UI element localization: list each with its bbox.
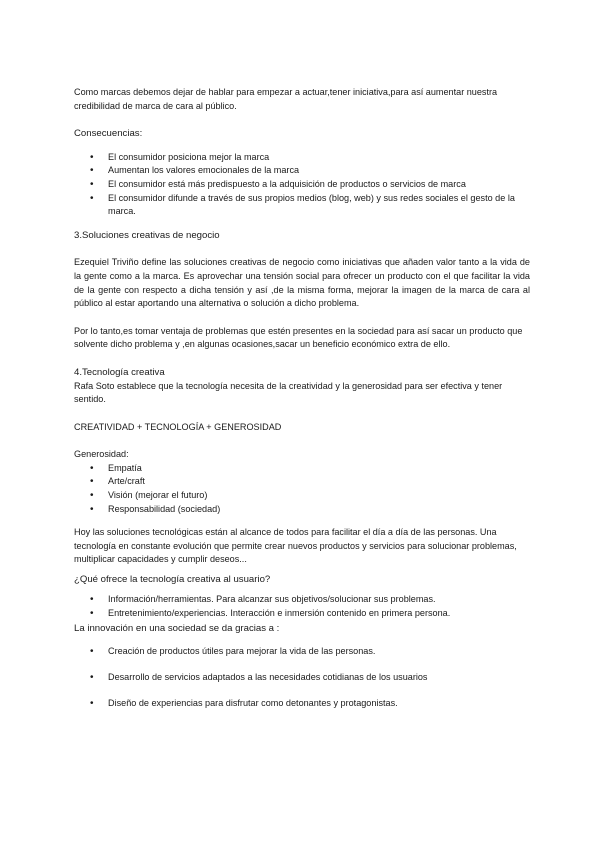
- section3-heading: 3.Soluciones creativas de negocio: [74, 229, 220, 241]
- innovacion-heading: La innovación en una sociedad se da gracias a :: [74, 622, 280, 634]
- list-item: • Visión (mejorar el futuro): [74, 489, 530, 503]
- ofrece-question: ¿Qué ofrece la tecnología creativa al usuario?: [74, 574, 271, 586]
- list-item: • Entretenimiento/experiencias. Interacción e inmersión contenido en primera persona.: [74, 607, 530, 621]
- generosidad-heading: Generosidad:: [74, 449, 129, 460]
- intro-paragraph: Como marcas debemos dejar de hablar para empezar a actuar,tener iniciativa,para así aumentar nuestra credibilidad de marca de cara al público.: [74, 87, 498, 111]
- list-item: • Creación de productos útiles para mejorar la vida de las personas.: [74, 645, 530, 659]
- list-item: • Diseño de experiencias para disfrutar como detonantes y protagonistas.: [74, 697, 530, 711]
- innovacion-list: [74, 645, 530, 710]
- list-item: • Arte/craft: [74, 475, 530, 489]
- list-item: • Empatía: [74, 462, 530, 476]
- list-item: • Responsabilidad (sociedad): [74, 503, 530, 517]
- list-item: • El consumidor está más predispuesto a la adquisición de productos o servicios de marca: [74, 178, 530, 192]
- section3-paragraph-2: Por lo tanto,es tomar ventaja de problemas que estén presentes en la sociedad para así sacar un producto que solvente dicho problema y ,en algunas ocasiones,sacar un beneficio económico extra de ello.: [74, 325, 523, 350]
- ofrece-list: [74, 593, 530, 621]
- consecuencias-list: [74, 151, 530, 219]
- list-item: • Aumentan los valores emocionales de la marca: [74, 164, 530, 178]
- generosidad-list: [74, 462, 530, 516]
- consecuencias-heading: Consecuencias:: [74, 128, 143, 140]
- list-item: • El consumidor difunde a través de sus propios medios (blog, web) y sus redes sociales el gesto de la marca.: [74, 192, 530, 219]
- section4-paragraph: Rafa Soto establece que la tecnología necesita de la creatividad y la generosidad para ser efectiva y tener sentido.: [74, 380, 503, 405]
- section4-heading: 4.Tecnología creativa: [74, 366, 165, 378]
- section3-paragraph: Ezequiel Triviño define las soluciones creativas de negocio como iniciativas que añaden valor tanto a la vida de la gente como a la marca. Es aprovechar una tensión social para ofrecer un producto con el que facilitar la vida de la gente con respecto a dicha tensión y así ,de la misma forma, mejorar la imagen de la marca de cara al público al estar aportando una alternativa o solución a dicho problema.: [74, 257, 530, 309]
- list-item: • El consumidor posiciona mejor la marca: [74, 151, 530, 165]
- formula-text: CREATIVIDAD + TECNOLOGÍA + GENEROSIDAD: [74, 421, 282, 432]
- section4-paragraph-2: Hoy las soluciones tecnológicas están al alcance de todos para facilitar el día a día de las personas. Una tecnología en constante evolución que permite crear nuevos productos y servicios para solucionar problemas, multiplicar capacidades y cumplir deseos...: [74, 527, 517, 565]
- list-item: • Desarrollo de servicios adaptados a las necesidades cotidianas de los usuarios: [74, 671, 530, 685]
- list-item: • Información/herramientas. Para alcanzar sus objetivos/solucionar sus problemas.: [74, 593, 530, 607]
